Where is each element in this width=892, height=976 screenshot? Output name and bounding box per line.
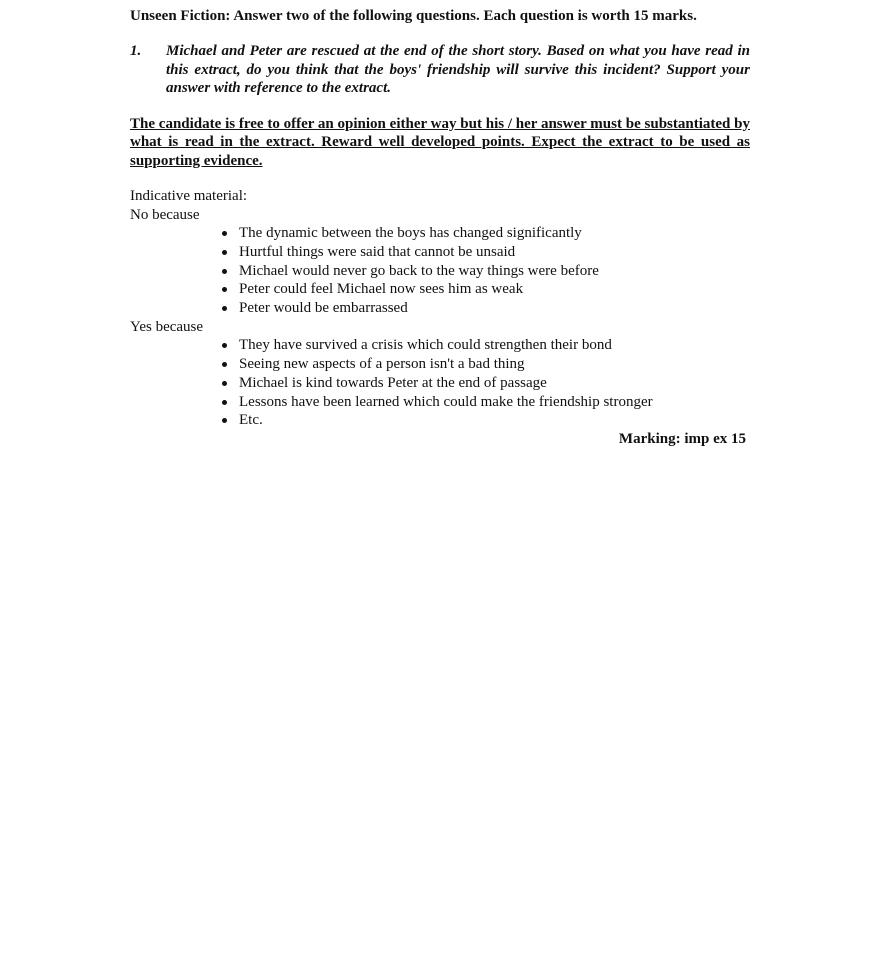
list-item: The dynamic between the boys has changed significantly xyxy=(220,224,750,243)
list-item: Michael would never go back to the way things were before xyxy=(220,262,750,281)
list-item: Lessons have been learned which could make the friendship stronger xyxy=(220,393,750,412)
section-heading: Unseen Fiction: Answer two of the following questions. Each question is worth 15 marks. xyxy=(130,8,697,24)
yes-reasons-list xyxy=(130,336,750,430)
no-section-label: No because xyxy=(130,206,200,223)
marking-note: Marking: imp ex 15 xyxy=(618,431,746,447)
marking-scheme-page xyxy=(130,7,750,464)
examiner-guidance: The candidate is free to offer an opinion either way but his / her answer must be substantiated by what is read in the extract. Reward well developed points. Expect the extract to be used as supporting evidence. xyxy=(130,115,750,169)
yes-section-label: Yes because xyxy=(130,318,204,335)
list-item: Michael is kind towards Peter at the end of passage xyxy=(220,374,750,393)
list-item: Etc. xyxy=(220,411,750,430)
question-number: 1. xyxy=(130,43,142,59)
list-item: Hurtful things were said that cannot be unsaid xyxy=(220,243,750,262)
question-text: Michael and Peter are rescued at the end of the short story. Based on what you have read in this extract, do you think that the boys' friendship will survive this incident? Support your answer with reference to the extract. xyxy=(166,43,750,96)
list-item: They have survived a crisis which could strengthen their bond xyxy=(220,336,750,355)
no-reasons-list xyxy=(130,224,750,318)
indicative-material-label: Indicative material: xyxy=(130,188,248,204)
list-item: Seeing new aspects of a person isn't a bad thing xyxy=(220,355,750,374)
question-1 xyxy=(130,42,750,98)
list-item: Peter could feel Michael now sees him as weak xyxy=(220,280,750,299)
list-item: Peter would be embarrassed xyxy=(220,299,750,318)
